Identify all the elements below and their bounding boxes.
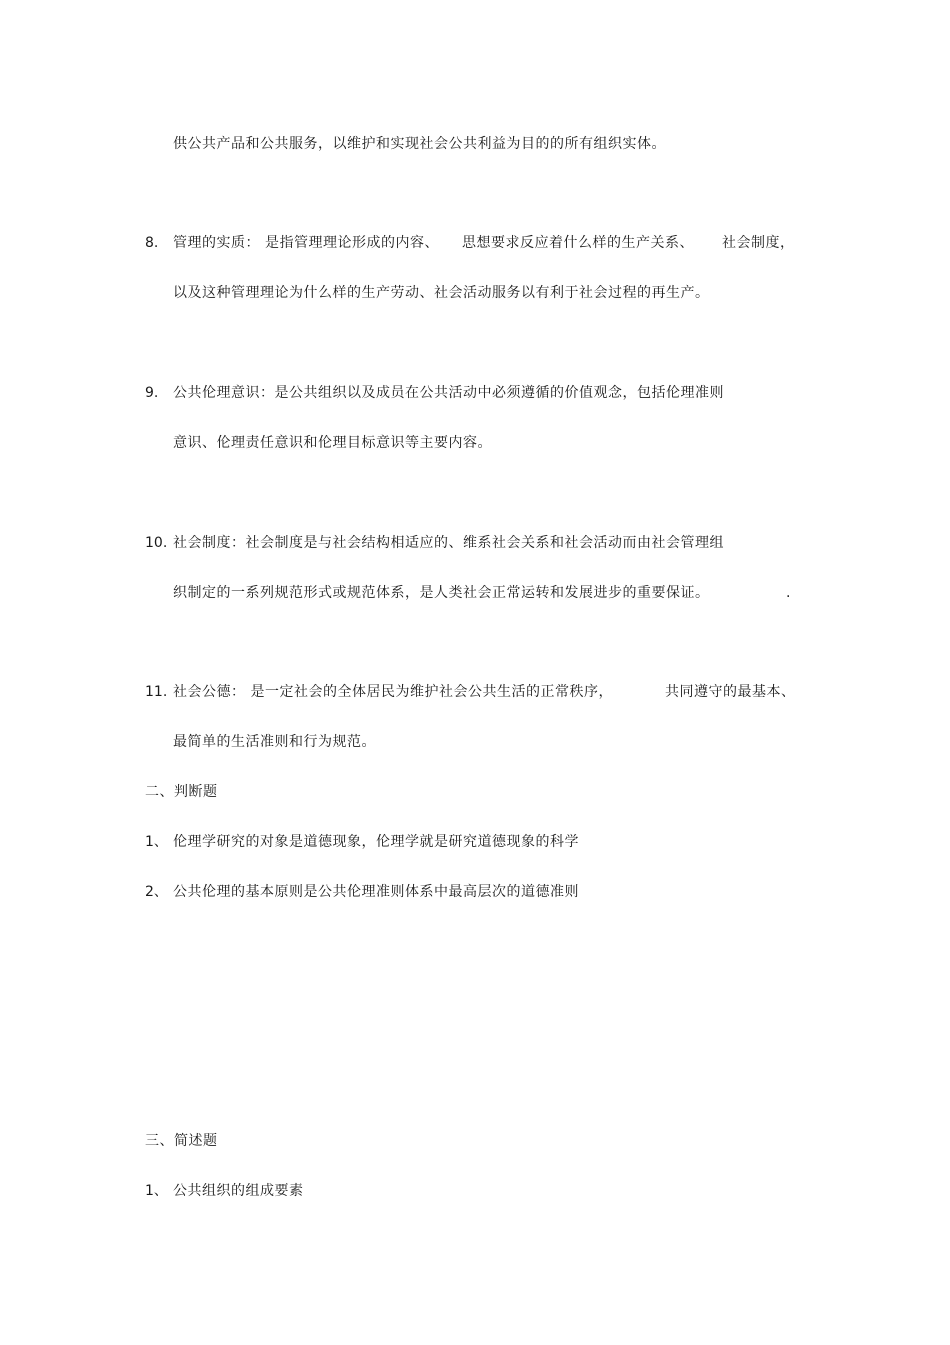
item-9-line1: 公共伦理意识：是公共组织以及成员在公共活动中必须遵循的价值观念，包括伦理准则 bbox=[173, 385, 724, 401]
section-2-item-1-text: 伦理学研究的对象是道德现象，伦理学就是研究道德现象的科学 bbox=[173, 834, 579, 850]
section-2-heading: 二、判断题 bbox=[145, 784, 218, 800]
item-10-line1: 社会制度：社会制度是与社会结构相适应的、维系社会关系和社会活动而由社会管理组 bbox=[173, 535, 724, 551]
item-11-line1-part2: 共同遵守的最基本、 bbox=[665, 684, 796, 700]
section-2-item-1-number: 1、 bbox=[145, 834, 168, 850]
item-11-number: 11. bbox=[145, 684, 168, 700]
item-8-number: 8. bbox=[145, 235, 159, 251]
section-3-item-1-text: 公共组织的组成要素 bbox=[173, 1183, 304, 1199]
item-10-line2: 织制定的一系列规范形式或规范体系，是人类社会正常运转和发展进步的重要保证。 bbox=[173, 585, 710, 601]
item-8-line2: 以及这种管理理论为什么样的生产劳动、社会活动服务以有利于社会过程的再生产。 bbox=[173, 285, 710, 301]
item-8-line1-part3: 社会制度， bbox=[722, 235, 795, 251]
item-8-line1-part2: 思想要求反应着什么样的生产关系、 bbox=[462, 235, 694, 251]
item-9-number: 9. bbox=[145, 385, 159, 401]
section-3-heading: 三、简述题 bbox=[145, 1133, 218, 1149]
definition-continuation: 供公共产品和公共服务，以维护和实现社会公共利益为目的的所有组织实体。 bbox=[173, 136, 666, 152]
item-11-line2: 最简单的生活准则和行为规范。 bbox=[173, 734, 376, 750]
section-2-item-2-number: 2、 bbox=[145, 884, 168, 900]
item-11-line1-part1: 社会公德： 是一定社会的全体居民为维护社会公共生活的正常秩序， bbox=[173, 684, 613, 700]
item-8-line1-part1: 管理的实质： 是指管理理论形成的内容、 bbox=[173, 235, 439, 251]
item-10-trailing-dot: . bbox=[786, 585, 791, 601]
section-3-item-1-number: 1、 bbox=[145, 1183, 168, 1199]
item-9-line2: 意识、伦理责任意识和伦理目标意识等主要内容。 bbox=[173, 435, 492, 451]
section-2-item-2-text: 公共伦理的基本原则是公共伦理准则体系中最高层次的道德准则 bbox=[173, 884, 579, 900]
item-10-number: 10. bbox=[145, 535, 168, 551]
